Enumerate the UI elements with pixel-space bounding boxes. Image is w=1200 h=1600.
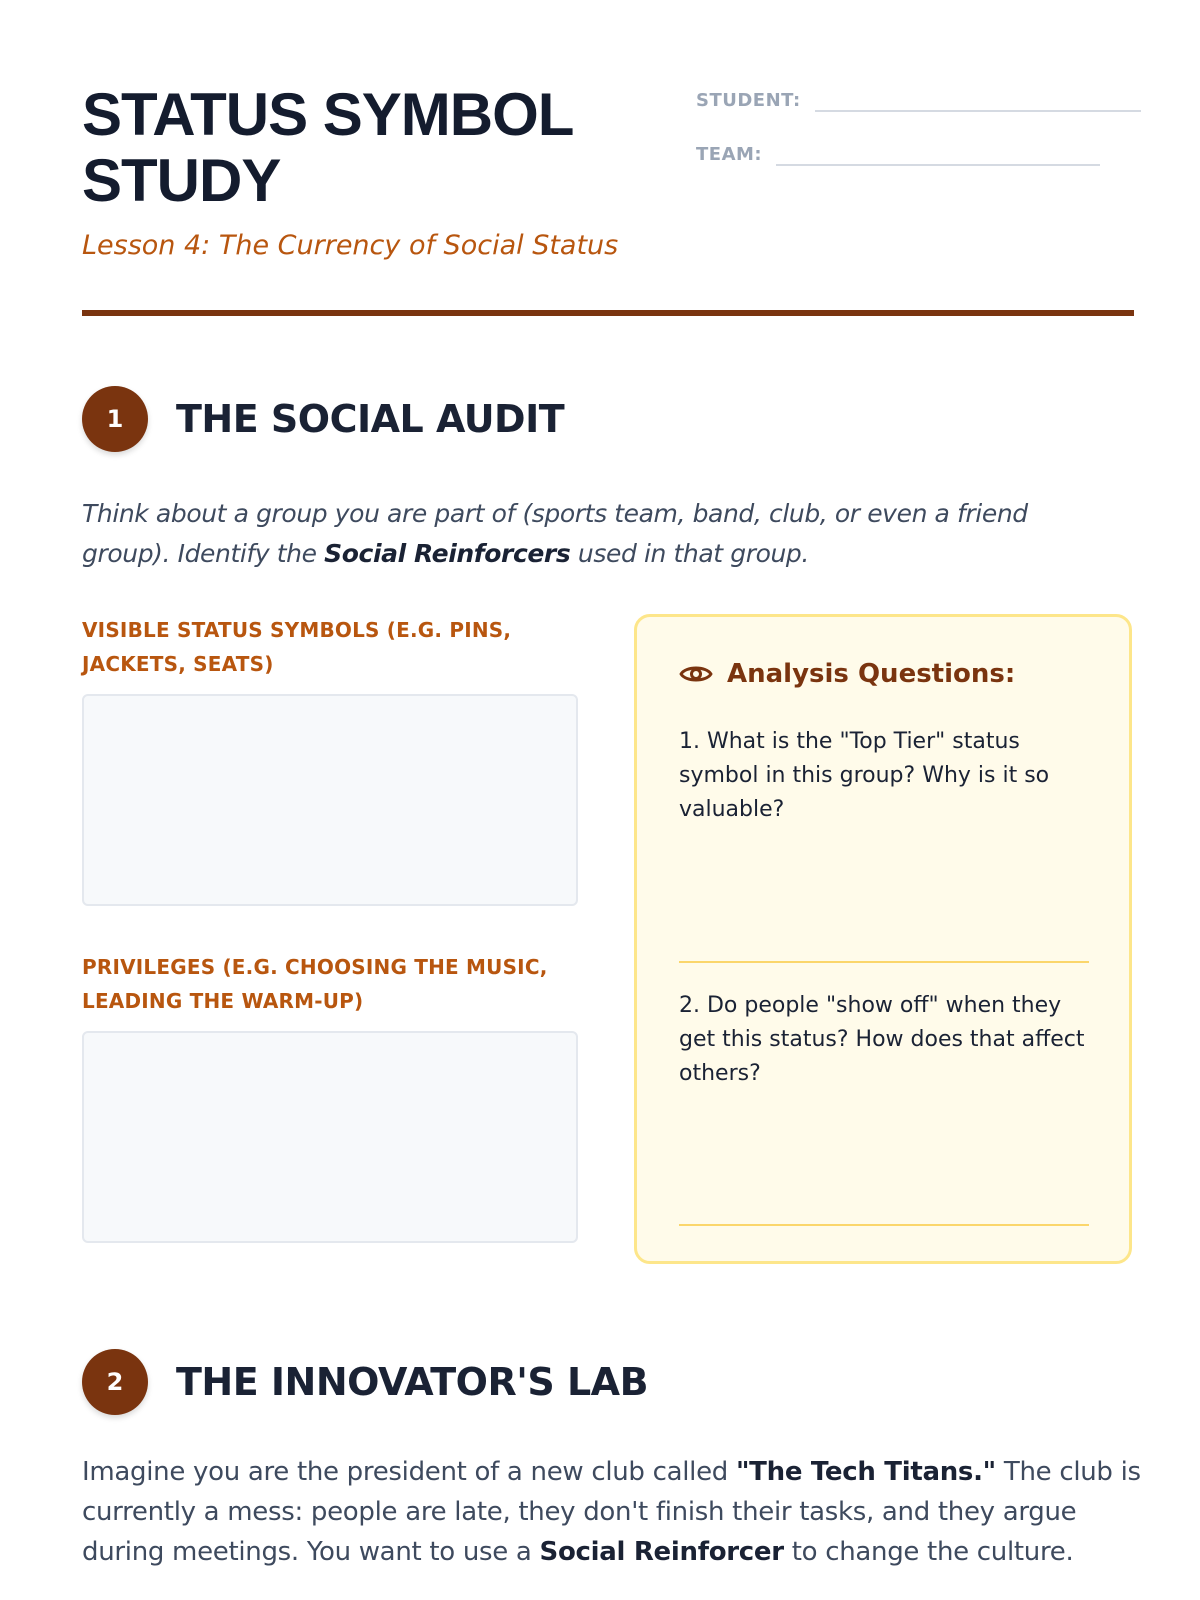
- section-1-title: THE SOCIAL AUDIT: [176, 397, 565, 441]
- answer-line-1[interactable]: [679, 961, 1089, 963]
- team-field[interactable]: [776, 140, 1100, 166]
- section-1-badge: 1: [82, 386, 148, 452]
- body-text-start: Imagine you are the president of a new club called: [82, 1457, 736, 1487]
- section-1-header: [82, 386, 564, 452]
- section-1-intro: [82, 494, 1122, 574]
- lesson-subtitle: Lesson 4: The Currency of Social Status: [82, 230, 619, 261]
- section-2-body: [82, 1452, 1142, 1572]
- analysis-header: [679, 659, 1015, 689]
- student-row: [696, 86, 1141, 112]
- analysis-question-1: 1. What is the "Top Tier" status symbol in this group? Why is it so valuable?: [679, 729, 1050, 822]
- analysis-questions-box: [634, 614, 1132, 1264]
- intro-text-end: used in that group.: [570, 539, 809, 568]
- eye-icon: [679, 662, 713, 686]
- intro-text-start: Think about a group you are part of (sports team, band, club, or even a friend group). Identify the: [82, 499, 1028, 568]
- student-label: STUDENT:: [696, 90, 801, 111]
- status-symbols-label: VISIBLE STATUS SYMBOLS (E.G. PINS, JACKETS, SEATS): [82, 618, 512, 676]
- header-divider: [82, 310, 1134, 316]
- page-title: STATUS SYMBOL STUDY: [82, 81, 573, 214]
- social-reinforcer-term: Social Reinforcer: [539, 1537, 784, 1567]
- student-field[interactable]: [815, 86, 1141, 112]
- privileges-answer-box[interactable]: [82, 1031, 578, 1243]
- answer-line-2[interactable]: [679, 1224, 1089, 1226]
- team-label: TEAM:: [696, 144, 763, 165]
- team-row: [696, 140, 1100, 166]
- section-2-badge: 2: [82, 1349, 148, 1415]
- club-name: "The Tech Titans.": [735, 1457, 996, 1487]
- intro-text-bold: Social Reinforcers: [324, 539, 571, 568]
- section-2-header: [82, 1349, 648, 1415]
- privileges-label: PRIVILEGES (E.G. CHOOSING THE MUSIC, LEADING THE WARM-UP): [82, 955, 548, 1013]
- status-symbols-answer-box[interactable]: [82, 694, 578, 906]
- section-2-title: THE INNOVATOR'S LAB: [176, 1360, 649, 1404]
- analysis-question-2: 2. Do people "show off" when they get this status? How does that affect others?: [679, 993, 1085, 1086]
- body-text-end: to change the culture.: [783, 1537, 1074, 1567]
- analysis-title: Analysis Questions:: [727, 659, 1016, 689]
- body-text-middle: The club is currently a mess: people are late, they don't finish their tasks, and they argue during meetings. You want to use a: [82, 1457, 1141, 1567]
